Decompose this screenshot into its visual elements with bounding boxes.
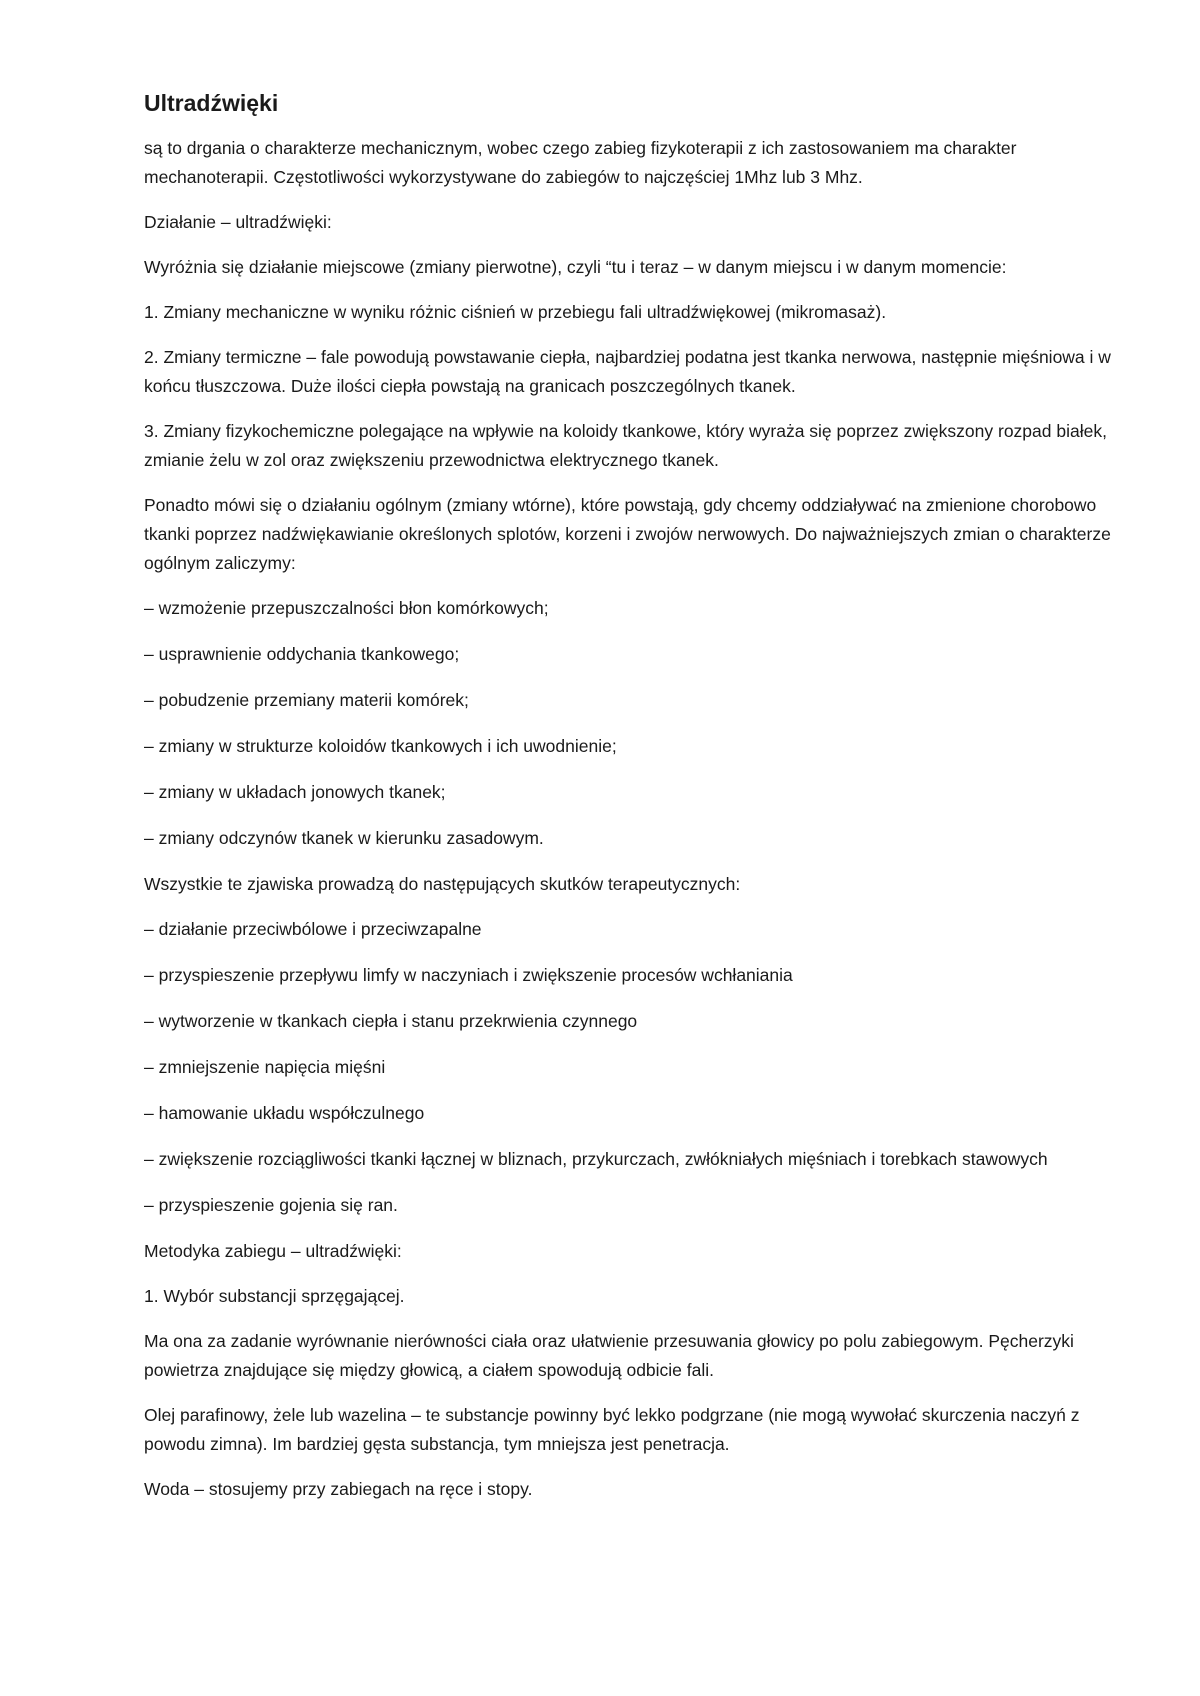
list-item: – przyspieszenie gojenia się ran. <box>144 1195 398 1215</box>
paragraph-thermal-changes: 2. Zmiany termiczne – fale powodują powstawanie ciepła, najbardziej podatna jest tkanka nerwowa, następnie mięśniowa i w końcu tłuszczowa. Duże ilości ciepła powstają na granicach poszczególnych tkanek. <box>144 347 1116 396</box>
paragraph-coupling-purpose: Ma ona za zadanie wyrównanie nierówności ciała oraz ułatwienie przesuwania głowicy po polu zabiegowym. Pęcherzyki powietrza znajdujące się między głowicą, a ciałem spowodują odbicie fali. <box>144 1331 1079 1380</box>
paragraph-local-action: Wyróżnia się działanie miejscowe (zmiany pierwotne), czyli “tu i teraz – w danym miejscu i w danym momencie: <box>144 257 1007 277</box>
list-item: – hamowanie układu współczulnego <box>144 1103 425 1123</box>
paragraph-water: Woda – stosujemy przy zabiegach na ręce i stopy. <box>144 1479 533 1499</box>
list-item: – zmniejszenie napięcia mięśni <box>144 1057 386 1077</box>
paragraph-intro: są to drgania o charakterze mechanicznym, wobec czego zabieg fizykoterapii z ich zastosowaniem ma charakter mechanoterapii. Częstotliwości wykorzystywane do zabiegów to najczęściej 1Mhz lub 3 Mhz. <box>144 138 1022 187</box>
document-page <box>144 88 1124 1520</box>
list-item: – wzmożenie przepuszczalności błon komórkowych; <box>144 598 549 618</box>
paragraph-physicochemical-changes: 3. Zmiany fizykochemiczne polegające na wpływie na koloidy tkankowe, który wyraża się poprzez zwiększony rozpad białek, zmianie żelu w zol oraz zwiększeniu przewodnictwa elektrycznego tkanek. <box>144 421 1112 470</box>
list-item: – zmiany odczynów tkanek w kierunku zasadowym. <box>144 828 544 848</box>
paragraph-coupling-selection: 1. Wybór substancji sprzęgającej. <box>144 1286 405 1306</box>
list-item: – zmiany w strukturze koloidów tkankowych i ich uwodnienie; <box>144 736 617 756</box>
list-item: – zmiany w układach jonowych tkanek; <box>144 782 446 802</box>
paragraph-general-action: Ponadto mówi się o działaniu ogólnym (zmiany wtórne), które powstają, gdy chcemy oddziaływać na zmienione chorobowo tkanki poprzez nadźwiękawianie określonych splotów, korzeni i zwojów nerwowych. Do najważniejszych zmian o charakterze ogólnym zaliczymy: <box>144 495 1116 573</box>
paragraph-therapeutic-effects: Wszystkie te zjawiska prowadzą do następujących skutków terapeutycznych: <box>144 874 741 894</box>
list-item: – przyspieszenie przepływu limfy w naczyniach i zwiększenie procesów wchłaniania <box>144 965 793 985</box>
heading-methodology: Metodyka zabiegu – ultradźwięki: <box>144 1241 402 1261</box>
list-item: – działanie przeciwbólowe i przeciwzapalne <box>144 919 482 939</box>
document-title: Ultradźwięki <box>144 90 279 116</box>
list-item: – usprawnienie oddychania tkankowego; <box>144 644 460 664</box>
heading-action: Działanie – ultradźwięki: <box>144 212 332 232</box>
list-item: – wytworzenie w tkankach ciepła i stanu przekrwienia czynnego <box>144 1011 638 1031</box>
list-item: – zwiększenie rozciągliwości tkanki łącznej w bliznach, przykurczach, zwłókniałych mięśniach i torebkach stawowych <box>144 1149 1048 1169</box>
paragraph-oils-gels: Olej parafinowy, żele lub wazelina – te substancje powinny być lekko podgrzane (nie mogą wywołać skurczenia naczyń z powodu zimna). Im bardziej gęsta substancja, tym mniejsza jest penetracja. <box>144 1405 1085 1454</box>
paragraph-mechanical-changes: 1. Zmiany mechaniczne w wyniku różnic ciśnień w przebiegu fali ultradźwiękowej (mikromasaż). <box>144 302 887 322</box>
list-item: – pobudzenie przemiany materii komórek; <box>144 690 469 710</box>
